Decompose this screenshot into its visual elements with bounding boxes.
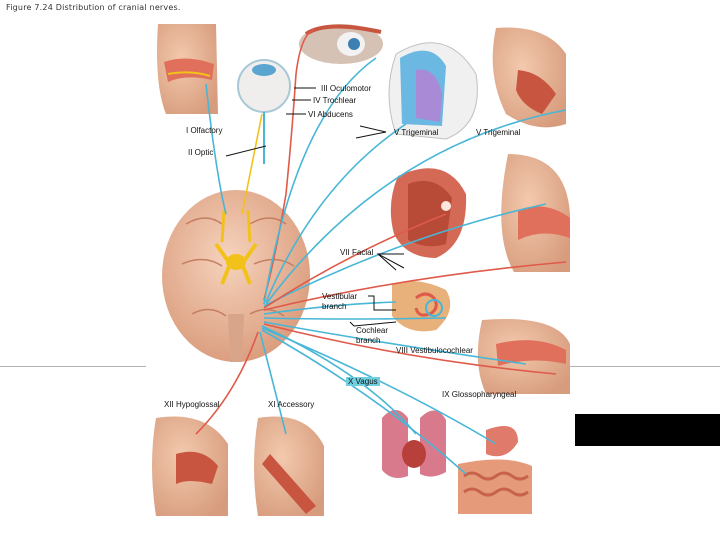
neck-tongue-illustration xyxy=(152,416,228,516)
label-trigeminal-center: V Trigeminal xyxy=(394,128,439,137)
eye-muscles-illustration xyxy=(299,24,383,64)
label-accessory: XI Accessory xyxy=(268,400,315,409)
label-abducens: VI Abducens xyxy=(308,110,353,119)
label-trochlear: IV Trochlear xyxy=(313,96,357,105)
label-olfactory: I Olfactory xyxy=(186,126,223,135)
label-vagus: X Vagus xyxy=(348,377,378,386)
lungs-heart-illustration xyxy=(382,410,446,478)
head-profile-trigeminal xyxy=(389,43,477,139)
throat-illustration xyxy=(501,154,570,272)
label-facial: VII Facial xyxy=(340,248,374,257)
label-glossopharyngeal: IX Glossopharyngeal xyxy=(442,390,517,399)
inner-ear-illustration xyxy=(392,281,450,331)
facial-muscles-illustration xyxy=(391,168,466,258)
label-vestibulocochlear: VIII Vestibulocochlear xyxy=(396,346,473,355)
label-trigeminal-right: V Trigeminal xyxy=(476,128,521,137)
label-vestibular-1: Vestibular xyxy=(322,292,358,301)
neck-muscles-illustration xyxy=(254,417,324,516)
label-oculomotor: III Oculomotor xyxy=(321,84,372,93)
label-hypoglossal: XII Hypoglossal xyxy=(164,400,220,409)
pharynx-illustration xyxy=(478,319,570,394)
label-cochlear-2: branch xyxy=(356,336,381,345)
label-cochlear-1: Cochlear xyxy=(356,326,389,335)
label-vestibular-2: branch xyxy=(322,302,347,311)
eyeball-illustration xyxy=(238,60,290,164)
figure-caption: Figure 7.24 Distribution of cranial nerves. xyxy=(6,3,181,12)
nose-illustration xyxy=(157,24,218,114)
digestive-illustration xyxy=(458,426,532,514)
label-optic: II Optic xyxy=(188,148,214,157)
cranial-nerves-figure xyxy=(146,14,570,516)
slide-black-bar xyxy=(575,414,720,446)
